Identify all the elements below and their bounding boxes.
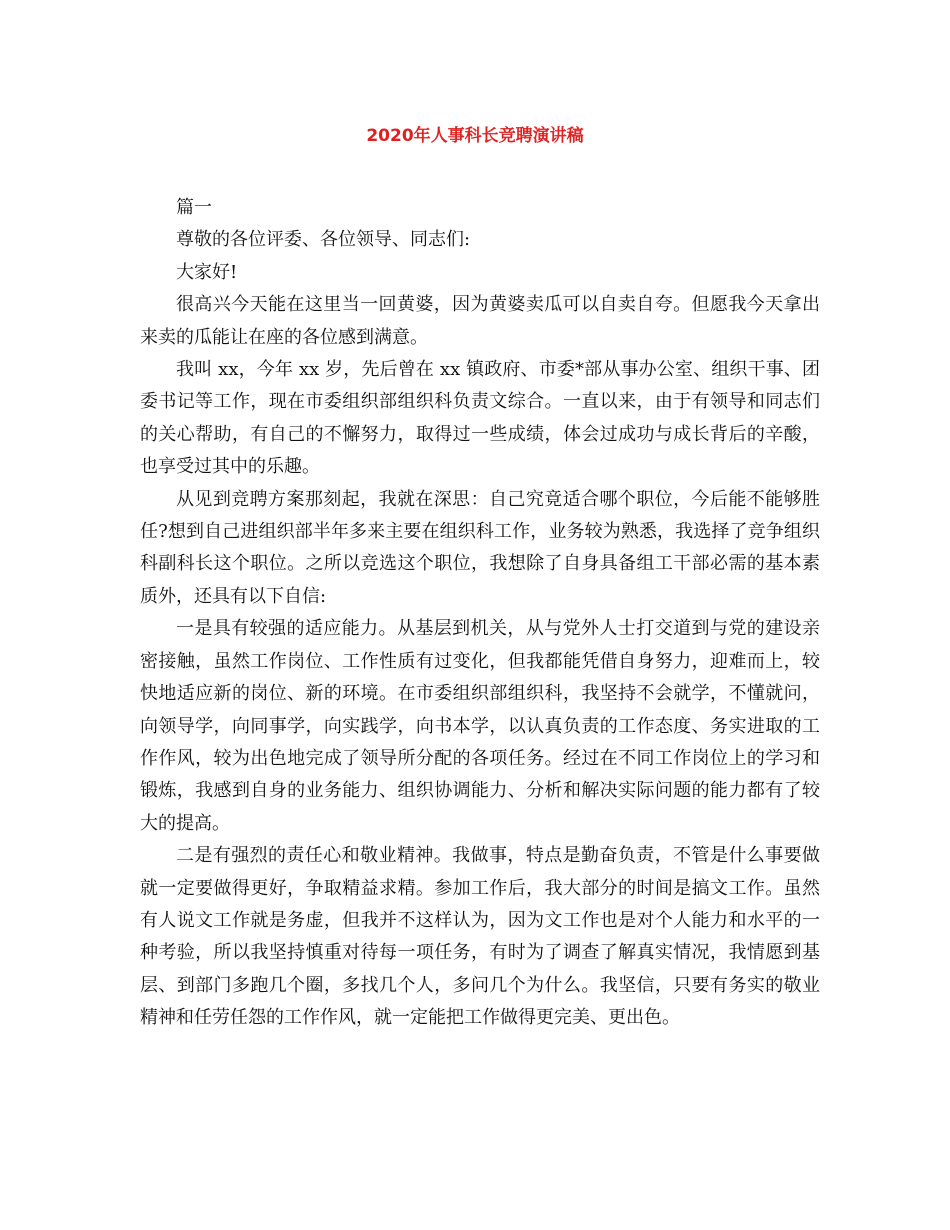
document-body xyxy=(140,192,820,1035)
paragraph-opening: 很高兴今天能在这里当一回黄婆，因为黄婆卖瓜可以自卖自夸。但愿我今天拿出来卖的瓜能让在座的各位感到满意。 xyxy=(140,294,820,348)
paragraph-greeting: 大家好! xyxy=(176,261,238,283)
paragraph-motivation: 从见到竞聘方案那刻起，我就在深思：自己究竟适合哪个职位，今后能不能够胜任?想到自己进组织部半年多来主要在组织科工作，业务较为熟悉，我选择了竞争组织科副科长这个职位。之所以竞选这个职位，我想除了自身具备组工干部必需的基本素质外，还具有以下自信: xyxy=(140,488,820,607)
paragraph-self-introduction: 我叫 xx，今年 xx 岁，先后曾在 xx 镇政府、市委*部从事办公室、组织干事、团委书记等工作，现在市委组织部组织科负责文综合。一直以来，由于有领导和同志们的关心帮助，有自己的不懈努力，取得过一些成绩，体会过成功与成长背后的辛酸，也享受过其中的乐趣。 xyxy=(140,359,820,478)
paragraph-section-heading: 篇一 xyxy=(176,197,212,218)
paragraph-point-two: 二是有强烈的责任心和敬业精神。我做事，特点是勤奋负责，不管是什么事要做就一定要做得更好，争取精益求精。参加工作后，我大部分的时间是搞文工作。虽然有人说文工作就是务虚，但我并不这样认为，因为文工作也是对个人能力和水平的一种考验，所以我坚持慎重对待每一项任务，有时为了调查了解真实情况，我情愿到基层、到部门多跑几个圈，多找几个人，多问几个为什么。我坚信，只要有务实的敬业精神和任劳任怨的工作作风，就一定能把工作做得更完美、更出色。 xyxy=(140,845,820,1029)
document-title: 2020年人事科长竞聘演讲稿 xyxy=(366,126,584,146)
paragraph-salutation: 尊敬的各位评委、各位领导、同志们: xyxy=(176,229,471,251)
paragraph-point-one: 一是具有较强的适应能力。从基层到机关，从与党外人士打交道到与党的建设亲密接触，虽然工作岗位、工作性质有过变化，但我都能凭借自身努力，迎难而上，较快地适应新的岗位、新的环境。在市委组织部组织科，我坚持不会就学，不懂就问，向领导学，向同事学，向实践学，向书本学，以认真负责的工作态度、务实进取的工作作风，较为出色地完成了领导所分配的各项任务。经过在不同工作岗位上的学习和锻炼，我感到自身的业务能力、组织协调能力、分析和解决实际问题的能力都有了较大的提高。 xyxy=(140,618,820,834)
